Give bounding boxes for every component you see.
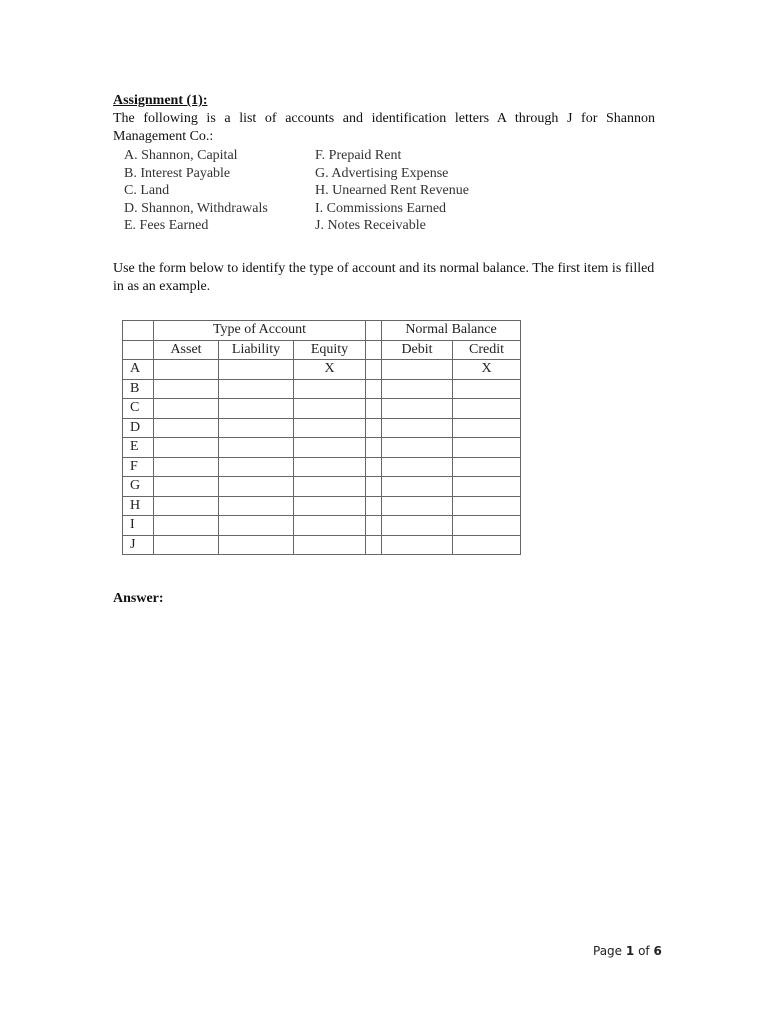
row-letter-cell: J [123, 535, 154, 555]
equity-cell [294, 516, 366, 536]
credit-cell [453, 379, 521, 399]
table-row [123, 477, 521, 497]
debit-cell [382, 516, 453, 536]
debit-cell [382, 360, 453, 380]
account-item: I. Commissions Earned [315, 200, 447, 216]
table-row [123, 360, 521, 380]
liability-cell [219, 496, 294, 516]
credit-cell: X [453, 360, 521, 380]
table-spacer-cell [366, 340, 382, 360]
table-spacer-cell [366, 535, 382, 555]
table-header-group-row [123, 321, 521, 341]
credit-cell [453, 516, 521, 536]
table-row [123, 516, 521, 536]
liability-cell [219, 418, 294, 438]
row-letter-cell: C [123, 399, 154, 419]
equity-cell [294, 457, 366, 477]
page-of: of [638, 944, 650, 958]
table-spacer-cell [366, 477, 382, 497]
asset-cell [154, 438, 219, 458]
table-row [123, 535, 521, 555]
liability-cell [219, 477, 294, 497]
asset-cell [154, 516, 219, 536]
liability-cell [219, 360, 294, 380]
debit-column-header: Debit [382, 340, 453, 360]
table-spacer-cell [366, 379, 382, 399]
assignment-heading: Assignment (1): [113, 93, 208, 108]
equity-cell [294, 399, 366, 419]
asset-cell [154, 535, 219, 555]
asset-cell [154, 457, 219, 477]
table-spacer-cell [366, 438, 382, 458]
asset-cell [154, 477, 219, 497]
table-spacer-cell [366, 496, 382, 516]
table-row [123, 418, 521, 438]
table-header-row [123, 340, 521, 360]
liability-cell [219, 379, 294, 399]
type-of-account-header: Type of Account [154, 321, 366, 341]
row-letter-cell: A [123, 360, 154, 380]
equity-cell [294, 477, 366, 497]
table-row [123, 457, 521, 477]
row-letter-cell: D [123, 418, 154, 438]
instructions-paragraph: Use the form below to identify the type of account and its normal balance. The first item is filled in as an example. [113, 261, 655, 294]
table-spacer-cell [366, 399, 382, 419]
table-row [123, 496, 521, 516]
table-spacer-cell [366, 516, 382, 536]
debit-cell [382, 496, 453, 516]
account-item: G. Advertising Expense [315, 165, 449, 181]
debit-cell [382, 379, 453, 399]
accounts-list-left [124, 147, 268, 235]
table-corner-cell [123, 340, 154, 360]
equity-cell [294, 379, 366, 399]
account-item: B. Interest Payable [124, 165, 231, 181]
table-spacer-cell [366, 418, 382, 438]
account-item: E. Fees Earned [124, 218, 209, 233]
row-letter-cell: H [123, 496, 154, 516]
account-item: F. Prepaid Rent [315, 148, 402, 163]
row-letter-cell: F [123, 457, 154, 477]
accounts-list-right [315, 147, 469, 235]
account-item: J. Notes Receivable [315, 218, 426, 233]
debit-cell [382, 457, 453, 477]
row-letter-cell: I [123, 516, 154, 536]
answer-label: Answer: [113, 591, 164, 606]
asset-cell [154, 379, 219, 399]
liability-cell [219, 438, 294, 458]
page-total: 6 [653, 944, 662, 958]
liability-cell [219, 535, 294, 555]
credit-cell [453, 535, 521, 555]
liability-cell [219, 457, 294, 477]
equity-cell [294, 496, 366, 516]
equity-cell [294, 438, 366, 458]
liability-cell [219, 399, 294, 419]
debit-cell [382, 399, 453, 419]
row-letter-cell: B [123, 379, 154, 399]
asset-cell [154, 399, 219, 419]
debit-cell [382, 438, 453, 458]
intro-paragraph: The following is a list of accounts and identification letters A through J for Shannon Management Co.: [113, 111, 655, 144]
account-item: C. Land [124, 183, 170, 198]
equity-cell [294, 535, 366, 555]
asset-column-header: Asset [154, 340, 219, 360]
page-current: 1 [625, 944, 635, 958]
table-row [123, 379, 521, 399]
liability-cell [219, 516, 294, 536]
liability-column-header: Liability [219, 340, 294, 360]
page-number [593, 944, 662, 958]
credit-cell [453, 496, 521, 516]
equity-column-header: Equity [294, 340, 366, 360]
table-row [123, 399, 521, 419]
asset-cell [154, 360, 219, 380]
debit-cell [382, 477, 453, 497]
debit-cell [382, 418, 453, 438]
debit-cell [382, 535, 453, 555]
credit-cell [453, 418, 521, 438]
page-word: Page [593, 944, 623, 958]
normal-balance-header: Normal Balance [382, 321, 521, 341]
credit-cell [453, 457, 521, 477]
table-spacer-cell [366, 360, 382, 380]
asset-cell [154, 418, 219, 438]
row-letter-cell: E [123, 438, 154, 458]
account-item: D. Shannon, Withdrawals [124, 200, 268, 216]
account-item: A. Shannon, Capital [124, 148, 238, 163]
asset-cell [154, 496, 219, 516]
credit-column-header: Credit [453, 340, 521, 360]
table-spacer-cell [366, 321, 382, 341]
table-spacer-cell [366, 457, 382, 477]
row-letter-cell: G [123, 477, 154, 497]
table-corner-cell [123, 321, 154, 341]
credit-cell [453, 477, 521, 497]
credit-cell [453, 399, 521, 419]
credit-cell [453, 438, 521, 458]
account-item: H. Unearned Rent Revenue [315, 183, 469, 198]
table-row [123, 438, 521, 458]
equity-cell: X [294, 360, 366, 380]
account-form-table [122, 320, 521, 555]
equity-cell [294, 418, 366, 438]
